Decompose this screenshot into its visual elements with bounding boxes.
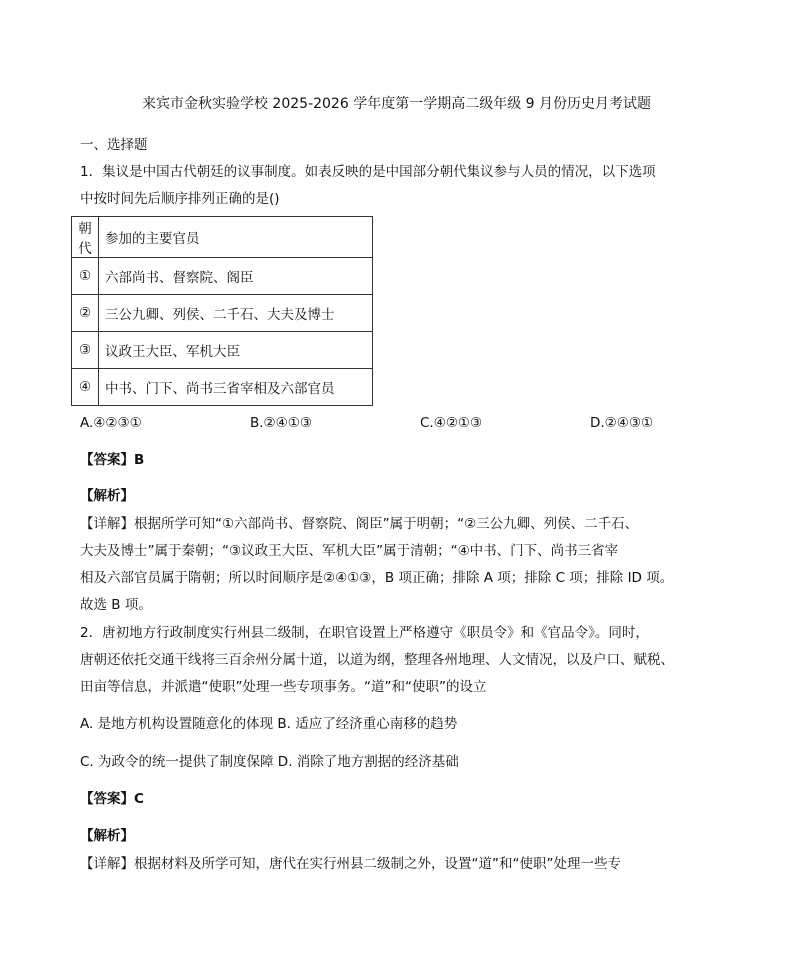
table-row: [72, 332, 373, 369]
table-row: [72, 369, 373, 406]
option-b: B.②④①③: [250, 415, 312, 431]
exam-title: 来宾市金秋实验学校 2025-2026 学年度第一学期高二级年级 9 月份历史月考试题: [141, 96, 652, 112]
question-2-detail-line-1: 【详解】根据材料及所学可知，唐代在实行州县二级制之外，设置“道”和“使职”处理一些专: [80, 856, 621, 872]
table-cell-officials: 三公九卿、列侯、二千石、大夫及博士: [99, 295, 373, 332]
question-1-stem-line-2: 中按时间先后顺序排列正确的是(): [80, 191, 280, 207]
table-cell-dynasty: ②: [72, 295, 99, 332]
question-2-options-cd: C. 为政令的统一提供了制度保障 D. 消除了地方割据的经济基础: [80, 754, 459, 770]
table-cell-dynasty: ①: [72, 258, 99, 295]
question-1-table: [71, 216, 373, 406]
question-2-analysis-label: 【解析】: [80, 828, 134, 844]
option-a: A.④②③①: [80, 415, 142, 431]
question-1-detail-line-2: 大夫及博士”属于秦朝；“③议政王大臣、军机大臣”属于清朝；“④中书、门下、尚书三省宰: [80, 543, 619, 559]
question-1-detail-line-3: 相及六部官员属于隋朝；所以时间顺序是②④①③，B 项正确；排除 A 项；排除 C 项；排除 ID 项。: [80, 570, 674, 586]
question-1-analysis-label: 【解析】: [80, 488, 134, 504]
table-row: [72, 295, 373, 332]
table-cell-officials: 议政王大臣、军机大臣: [99, 332, 373, 369]
option-d: D.②④③①: [590, 415, 654, 431]
table-header-row: [72, 217, 373, 258]
table-cell-dynasty: ③: [72, 332, 99, 369]
question-2-stem-line-2: 唐朝还依托交通干线将三百余州分属十道，以道为纲，整理各州地理、人文情况，以及户口、赋税、: [80, 652, 674, 668]
question-1-detail-line-1: 【详解】根据所学可知“①六部尚书、督察院、阁臣”属于明朝；“②三公九卿、列侯、二千石、: [80, 516, 639, 532]
question-2-options-ab: A. 是地方机构设置随意化的体现 B. 适应了经济重心南移的趋势: [80, 716, 458, 732]
question-1-detail-line-4: 故选 B 项。: [80, 597, 152, 613]
question-2-stem-line-1: 2．唐初地方行政制度实行州县二级制，在职官设置上严格遵守《职员令》和《官品令》。同时，: [80, 625, 649, 641]
section-heading: 一、选择题: [80, 137, 148, 153]
table-cell-dynasty: ④: [72, 369, 99, 406]
question-2-answer: 【答案】C: [80, 791, 144, 807]
table-cell-officials: 六部尚书、督察院、阁臣: [99, 258, 373, 295]
table-header-cell: 参加的主要官员: [99, 217, 373, 258]
question-1-stem-line-1: 1．集议是中国古代朝廷的议事制度。如表反映的是中国部分朝代集议参与人员的情况，以下选项: [80, 164, 656, 180]
table-header-cell: 朝代: [72, 217, 99, 258]
table-cell-officials: 中书、门下、尚书三省宰相及六部官员: [99, 369, 373, 406]
question-1-answer: 【答案】B: [80, 452, 145, 468]
table-row: [72, 258, 373, 295]
option-c: C.④②①③: [420, 415, 483, 431]
question-2-stem-line-3: 田亩等信息，并派遣“使职”处理一些专项事务。“道”和“使职”的设立: [80, 679, 487, 695]
